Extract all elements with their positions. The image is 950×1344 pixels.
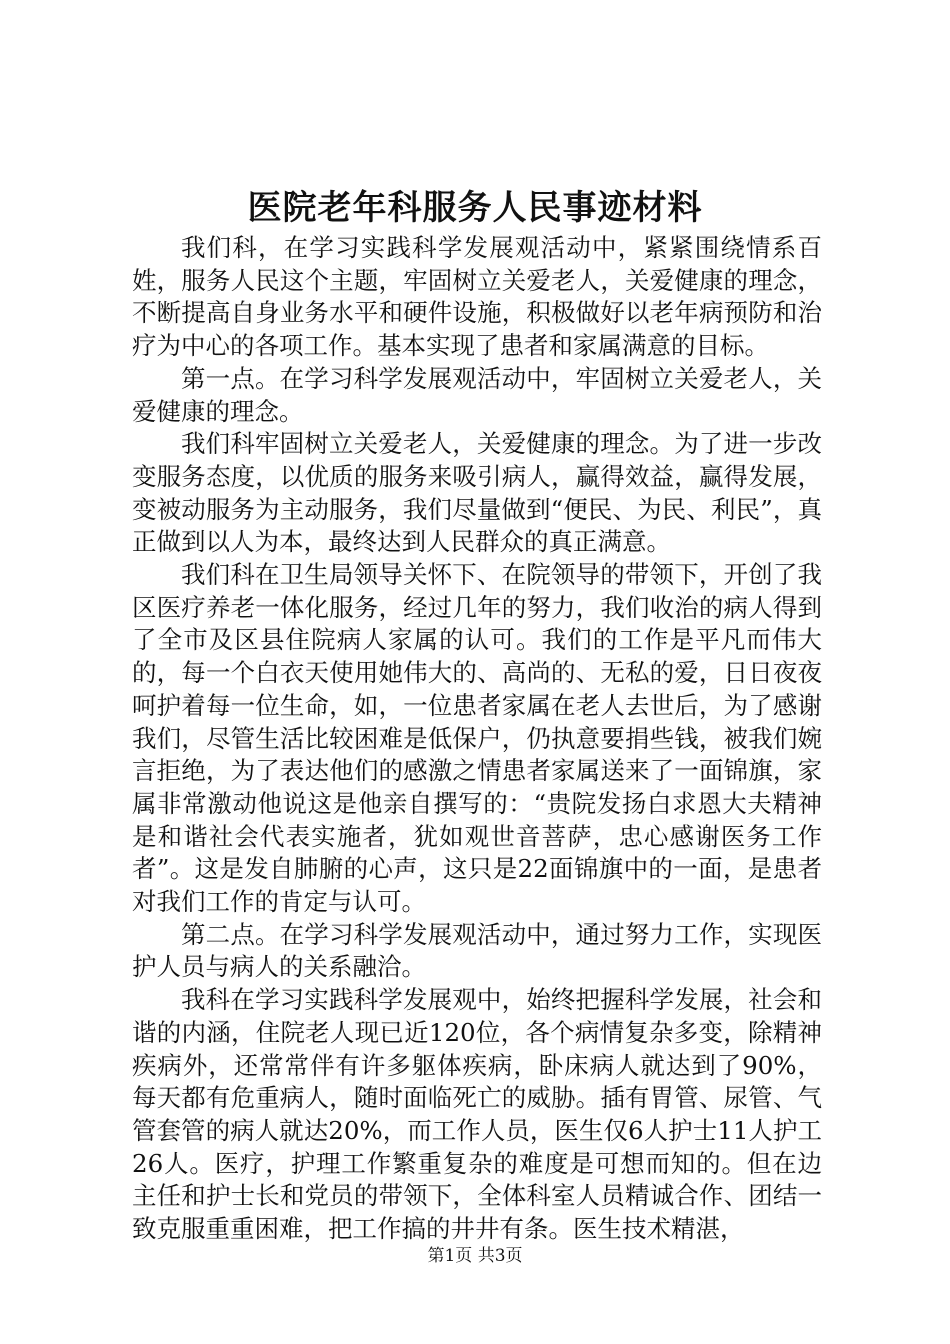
paragraph: 第二点。在学习科学发展观活动中，通过努力工作，实现医护人员与病人的关系融洽。 xyxy=(132,919,822,982)
paragraph: 我们科在卫生局领导关怀下、在院领导的带领下，开创了我区医疗养老一体化服务，经过几年的努力，我们收治的病人得到了全市及区县住院病人家属的认可。我们的工作是平凡而伟大的，每一个白衣天使用她伟大的、高尚的、无私的爱，日日夜夜呵护着每一位生命，如，一位患者家属在老人去世后，为了感谢我们，尽管生活比较困难是低保户，仍执意要捐些钱，被我们婉言拒绝，为了表达他们的感激之情患者家属送来了一面锦旗，家属非常激动他说这是他亲自撰写的：“贵院发扬白求恩大夫精神是和谐社会代表实施者，犹如观世音菩萨，忠心感谢医务工作者”。这是发自肺腑的心声，这只是22面锦旗中的一面，是患者对我们工作的肯定与认可。 xyxy=(132,560,822,917)
paragraph: 我们科，在学习实践科学发展观活动中，紧紧围绕情系百姓，服务人民这个主题，牢固树立关爱老人，关爱健康的理念，不断提高自身业务水平和硬件设施，积极做好以老年病预防和治疗为中心的各项工作。基本实现了患者和家属满意的目标。 xyxy=(132,233,822,361)
page-number-footer: 第1页 共3页 xyxy=(427,1246,523,1266)
document-title: 医院老年科服务人民事迹材料 xyxy=(247,188,703,228)
paragraph: 我科在学习实践科学发展观中，始终把握科学发展，社会和谐的内涵，住院老人现已近120位，各个病情复杂多变，除精神疾病外，还常常伴有许多躯体疾病，卧床病人就达到了90%，每天都有危重病人，随时面临死亡的威胁。插有胃管、尿管、气管套管的病人就达20%，而工作人员，医生仅6人护士11人护工26人。医疗，护理工作繁重复杂的难度是可想而知的。但在边主任和护士长和党员的带领下，全体科室人员精诚合作、团结一致克服重重困难，把工作搞的井井有条。医生技术精湛， xyxy=(132,985,822,1244)
document-body xyxy=(132,232,822,1246)
paragraph: 第一点。在学习科学发展观活动中，牢固树立关爱老人，关爱健康的理念。 xyxy=(132,363,822,426)
paragraph: 我们科牢固树立关爱老人，关爱健康的理念。为了进一步改变服务态度，以优质的服务来吸引病人，赢得效益，赢得发展，变被动服务为主动服务，我们尽量做到“便民、为民、利民”，真正做到以人为本，最终达到人民群众的真正满意。 xyxy=(132,429,822,557)
